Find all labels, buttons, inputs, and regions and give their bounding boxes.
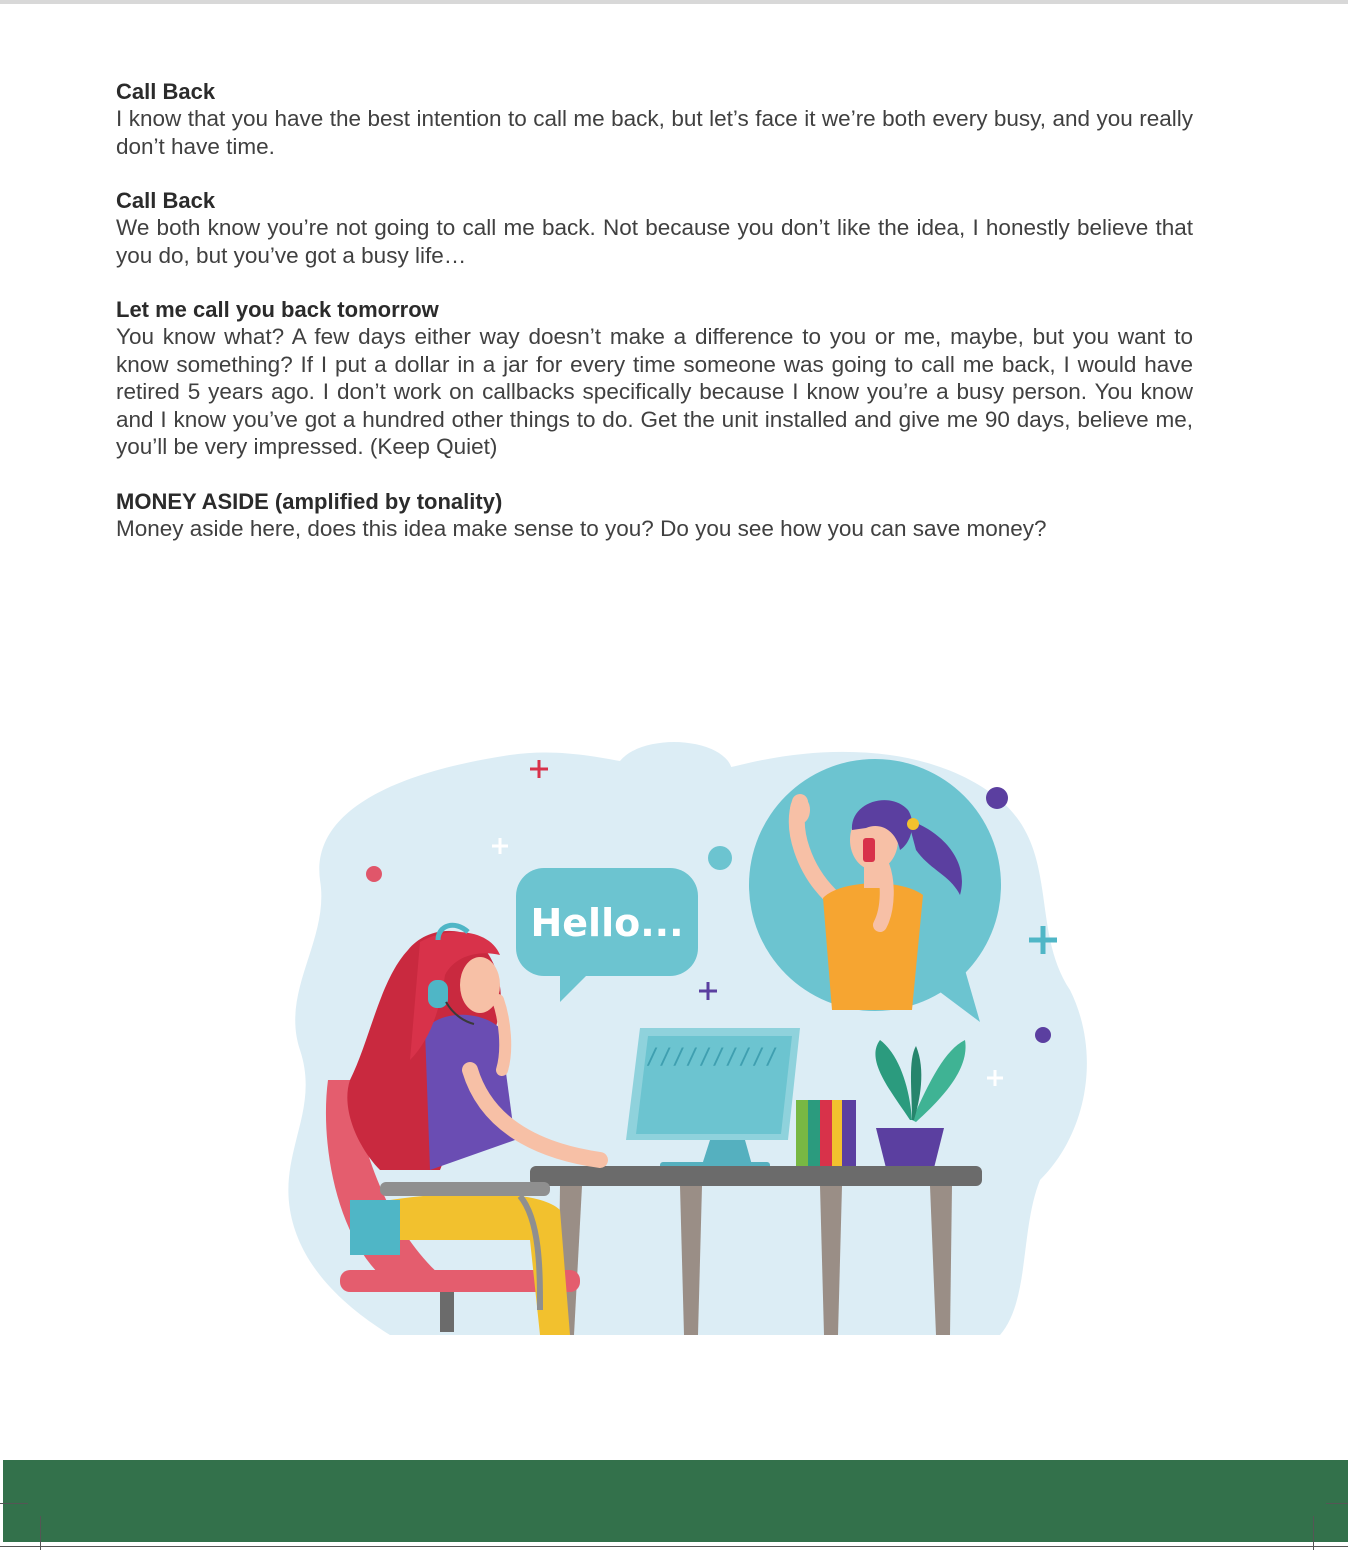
top-rule [0, 0, 1348, 4]
screen-text: ////////// [645, 1045, 779, 1070]
section-text: We both know you’re not going to call me back. Not because you don’t like the idea, I honestly believe that you do, but you’ve got a busy life… [116, 215, 1193, 268]
crop-mark [0, 1503, 28, 1504]
section-call-back-1 [116, 78, 1193, 160]
crop-mark [1326, 1503, 1348, 1504]
section-heading: MONEY ASIDE (amplified by tonality) [116, 488, 503, 514]
section-heading: Let me call you back tomorrow [116, 297, 439, 322]
books [796, 1100, 856, 1168]
section-text: I know that you have the best intention to call me back, but let’s face it we’re both every busy, and you really don’t have time. [116, 106, 1193, 159]
crop-mark [1313, 1516, 1314, 1550]
dot [1035, 1027, 1051, 1043]
dot [366, 866, 382, 882]
call-center-illustration [240, 710, 1100, 1340]
section-call-back-2 [116, 187, 1193, 269]
speech-bubble-text: Hello... [530, 901, 684, 945]
document-body [116, 78, 1193, 569]
dot [986, 787, 1008, 809]
section-heading: Call Back [116, 79, 216, 104]
section-call-tomorrow [116, 296, 1193, 461]
section-money-aside [116, 488, 1193, 543]
section-text: You know what? A few days either way doesn’t make a difference to you or me, maybe, but you want to know something? If I put a dollar in a jar for every time someone was going to call me back, I would have retired 5 years ago. I don’t work on callbacks specifically because I know you’re a busy person. You know and I know you’ve got a hundred other things to do. Get the unit installed and give me 90 days, believe me, you’ll be very impressed. (Keep Quiet) [116, 324, 1193, 459]
crop-mark [40, 1516, 41, 1550]
section-text: Money aside here, does this idea make sense to you? Do you see how you can save money? [116, 515, 1047, 541]
section-heading: Call Back [116, 188, 216, 213]
crop-mark [0, 1546, 1348, 1547]
footer-band [3, 1460, 1348, 1542]
dot [708, 846, 732, 870]
